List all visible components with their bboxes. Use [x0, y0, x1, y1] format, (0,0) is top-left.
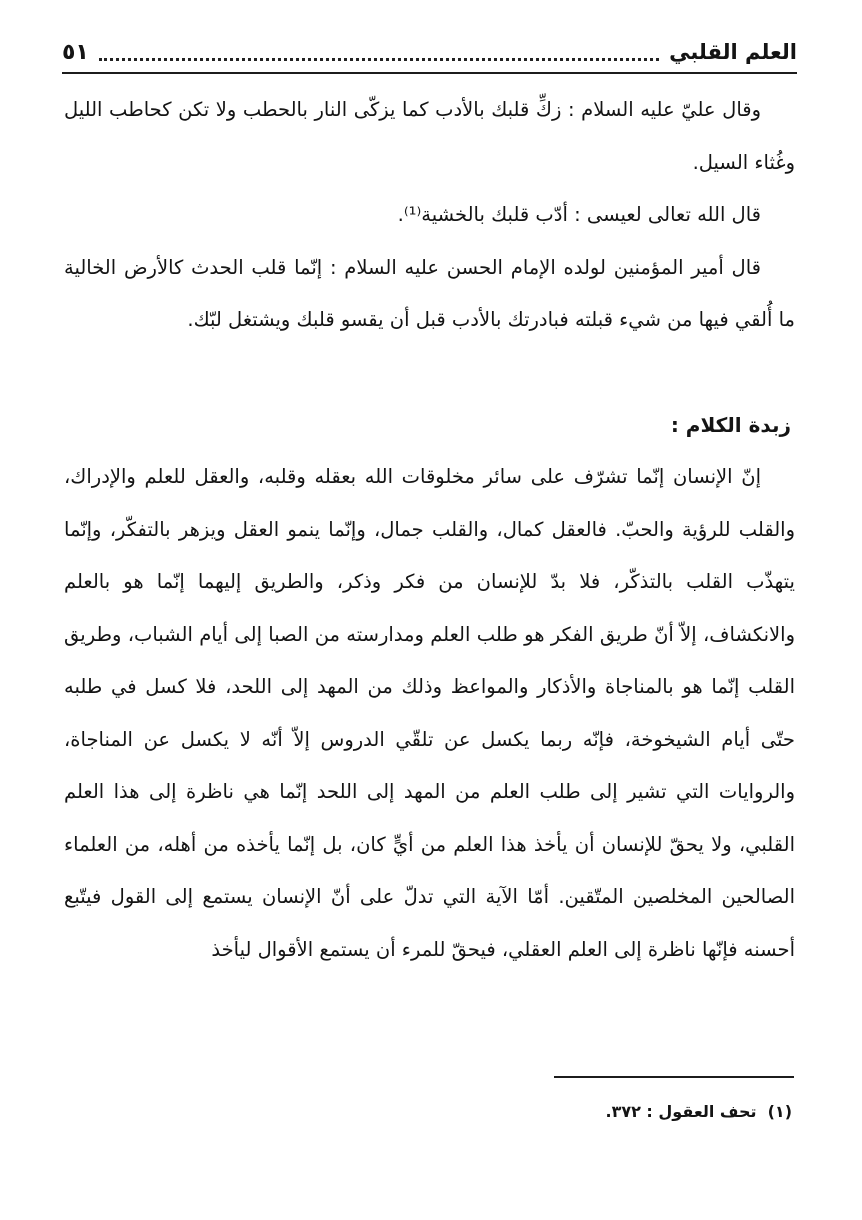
dot-leader — [99, 44, 659, 61]
footnote — [292, 1102, 792, 1121]
paragraph-amir-saying: قال أمير المؤمنين لولده الإمام الحسن عليه السلام : إنّما قلب الحدث كالأرض الخالية ما أُلقي فيها من شيء قبلته فبادرتك بالأدب قبل أن يقسو قلبك ويشتغل لبّك. — [64, 255, 795, 331]
running-title: العلم القلبي — [669, 40, 797, 64]
paragraph-ali-saying: وقال عليّ عليه السلام : زكِّ قلبك بالأدب كما يزكّى النار بالحطب ولا تكن كحاطب الليل وغُثاء السيل. — [64, 98, 795, 174]
section-heading: زبدة الكلام : — [670, 412, 791, 437]
footnote-separator — [554, 1076, 794, 1078]
paragraph-jesus-saying: قال الله تعالى لعيسى : أدّب قلبك بالخشية⁽¹⁾. — [397, 203, 761, 226]
page-number: ٥١ — [62, 39, 89, 65]
running-header — [62, 32, 797, 74]
body-text — [64, 84, 795, 976]
paragraph-summary: إنّ الإنسان إنّما تشرّف على سائر مخلوقات الله بعقله وقلبه، والعقل للعلم والإدراك، والقلب للرؤية والحبّ. فالعقل كمال، والقلب جمال، وإنّما ينمو العقل ويزهر بالتفكّر، وإنّما يتهذّب القلب بالتذكّر، فلا بدّ للإنسان من فكر وذكر، والطريق إليهما إنّما هو بالعلم والانكشاف، إلاّ أنّ طريق الفكر هو طلب العلم ومدارسته من الصبا إلى أيام الشباب، وطريق القلب إنّما هو بالمناجاة والأذكار والمواعظ وذلك من المهد إلى اللحد، فلا كسل في طلبه حتّى أيام الشيخوخة، فإنّه ربما يكسل عن تلقّي الدروس إلاّ أنّه لا يكسل عن المناجاة، والروايات التي تشير إلى طلب العلم من المهد إلى اللحد إنّما هي ناظرة إلى هذا العلم القلبي، ولا يحقّ للإنسان أن يأخذ هذا العلم من أيٍّ كان، بل إنّما يأخذه من أهله، من العلماء الصالحين المخلصين المتّقين. أمّا الآية التي تدلّ على أنّ الإنسان يستمع إلى القول فيتّبع أحسنه فإنّها ناظرة إلى العلم العقلي، فيحقّ للمرء أن يستمع الأقوال ليأخذ — [64, 465, 795, 961]
footnote-source: تحف العقول : ٣٧٢. — [605, 1102, 757, 1121]
footnote-number: (١) — [767, 1102, 792, 1121]
